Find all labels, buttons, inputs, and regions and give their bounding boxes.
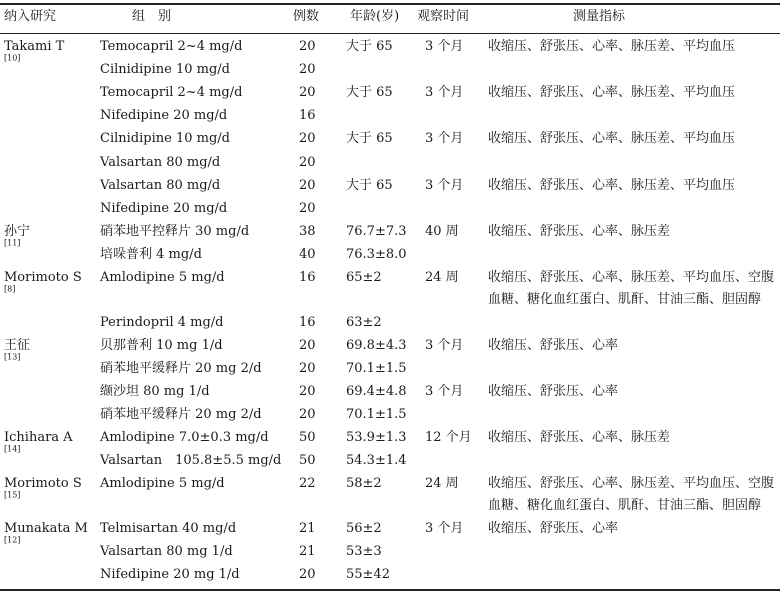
study-cell — [4, 521, 88, 553]
group-cell: Valsartan 80 mg/d — [100, 177, 221, 193]
age-cell: 76.3±8.0 — [346, 246, 407, 262]
n-cell: 20 — [299, 62, 316, 78]
header-rule — [0, 33, 780, 34]
duration-cell: 3 个月 — [425, 520, 464, 536]
study-cell — [4, 476, 82, 508]
n-cell: 20 — [299, 337, 316, 353]
study-name: Morimoto S — [4, 270, 82, 285]
age-cell: 53.9±1.3 — [346, 430, 407, 446]
age-cell: 大于 65 — [346, 85, 393, 101]
n-cell: 20 — [299, 39, 316, 54]
age-cell: 56±2 — [346, 520, 382, 536]
group-cell: Nifedipine 20 mg 1/d — [100, 567, 240, 583]
n-cell: 22 — [299, 476, 316, 492]
group-cell: Temocapril 2~4 mg/d — [100, 39, 243, 54]
age-cell: 70.1±1.5 — [346, 407, 407, 422]
measures-cell: 收缩压、舒张压、心率 — [488, 383, 619, 399]
study-cell — [4, 338, 30, 370]
reference-number: [11] — [4, 238, 21, 248]
header-n: 例数 — [293, 9, 320, 24]
age-cell: 大于 65 — [346, 177, 393, 193]
study-name: Takami T — [4, 39, 65, 54]
study-cell — [4, 430, 73, 462]
age-cell: 53±3 — [346, 544, 382, 559]
n-cell: 21 — [299, 520, 316, 536]
duration-cell: 3 个月 — [425, 131, 464, 147]
measures-cell: 血糖、糖化血红蛋白、肌酐、甘油三酯、胆固醇 — [488, 291, 762, 307]
age-cell: 大于 65 — [346, 131, 393, 147]
measures-cell: 收缩压、舒张压、心率、脉压差 — [488, 223, 671, 239]
measures-cell: 收缩压、舒张压、心率 — [488, 337, 619, 353]
header-group: 组 别 — [132, 9, 172, 24]
group-cell: Cilnidipine 10 mg/d — [100, 62, 230, 78]
n-cell: 20 — [299, 85, 316, 101]
group-cell: Amlodipine 7.0±0.3 mg/d — [100, 430, 269, 446]
header-duration: 观察时间 — [417, 9, 470, 24]
measures-cell: 收缩压、舒张压、心率、脉压差、平均血压 — [488, 131, 736, 147]
n-cell: 38 — [299, 223, 316, 239]
measures-cell: 血糖、糖化血红蛋白、肌酐、甘油三酯、胆固醇 — [488, 497, 762, 513]
age-cell: 58±2 — [346, 476, 382, 492]
age-cell: 63±2 — [346, 314, 382, 330]
group-cell: Cilnidipine 10 mg/d — [100, 131, 230, 147]
group-cell: Amlodipine 5 mg/d — [100, 476, 225, 492]
group-cell: 硝苯地平缓释片 20 mg 2/d — [100, 360, 262, 376]
measures-cell: 收缩压、舒张压、心率 — [488, 520, 619, 536]
n-cell: 20 — [299, 407, 316, 422]
age-cell: 76.7±7.3 — [346, 223, 407, 239]
duration-cell: 24 周 — [425, 270, 459, 285]
age-cell: 65±2 — [346, 270, 382, 285]
measures-cell: 收缩压、舒张压、心率、脉压差、平均血压、空腹 — [488, 476, 775, 492]
study-name: Morimoto S — [4, 476, 82, 492]
duration-cell: 3 个月 — [425, 39, 464, 54]
n-cell: 20 — [299, 383, 316, 399]
study-name: 王征 — [4, 337, 31, 353]
measures-cell: 收缩压、舒张压、心率、脉压差、平均血压 — [488, 39, 736, 54]
age-cell: 54.3±1.4 — [346, 453, 407, 469]
group-cell: Telmisartan 40 mg/d — [100, 520, 237, 536]
study-cell — [4, 39, 64, 71]
n-cell: 20 — [299, 200, 316, 216]
group-cell: 贝那普利 10 mg 1/d — [100, 337, 223, 353]
group-cell: Nifedipine 20 mg/d — [100, 108, 228, 124]
age-cell: 69.8±4.3 — [346, 337, 407, 353]
group-cell: 硝苯地平控释片 30 mg/d — [100, 223, 250, 239]
reference-number: [10] — [4, 53, 21, 63]
measures-cell: 收缩压、舒张压、心率、脉压差 — [488, 430, 671, 446]
header-measures: 测量指标 — [573, 9, 626, 24]
reference-number: [12] — [4, 535, 21, 545]
n-cell: 20 — [299, 131, 316, 147]
group-cell: Valsartan 105.8±5.5 mg/d — [100, 453, 282, 469]
measures-cell: 收缩压、舒张压、心率、脉压差、平均血压 — [488, 85, 736, 101]
top-rule — [0, 3, 780, 5]
n-cell: 40 — [299, 246, 316, 262]
measures-cell: 收缩压、舒张压、心率、脉压差、平均血压 — [488, 177, 736, 193]
header-age: 年龄(岁) — [350, 9, 400, 24]
group-cell: Valsartan 80 mg/d — [100, 154, 221, 170]
duration-cell: 24 周 — [425, 476, 459, 492]
age-cell: 55±42 — [346, 567, 390, 583]
group-cell: Nifedipine 20 mg/d — [100, 200, 228, 216]
group-cell: 培哚普利 4 mg/d — [100, 246, 202, 262]
n-cell: 16 — [299, 108, 316, 124]
reference-number: [15] — [4, 490, 21, 500]
n-cell: 16 — [299, 270, 316, 285]
n-cell: 16 — [299, 314, 316, 330]
duration-cell: 3 个月 — [425, 85, 464, 101]
reference-number: [13] — [4, 352, 21, 362]
duration-cell: 12 个月 — [425, 430, 472, 446]
study-name: Munakata M — [4, 520, 88, 536]
study-name: 孙宁 — [4, 223, 31, 239]
header-study: 纳入研究 — [4, 9, 57, 24]
duration-cell: 3 个月 — [425, 177, 464, 193]
duration-cell: 3 个月 — [425, 337, 464, 353]
study-name: Ichihara A — [4, 430, 73, 446]
reference-number: [14] — [4, 444, 21, 454]
group-cell: 硝苯地平缓释片 20 mg 2/d — [100, 407, 262, 422]
group-cell: Amlodipine 5 mg/d — [100, 270, 225, 285]
reference-number: [8] — [4, 284, 16, 294]
bottom-rule — [0, 589, 780, 591]
n-cell: 50 — [299, 453, 316, 469]
n-cell: 50 — [299, 430, 316, 446]
age-cell: 69.4±4.8 — [346, 383, 407, 399]
group-cell: Valsartan 80 mg 1/d — [100, 544, 233, 559]
n-cell: 20 — [299, 567, 316, 583]
age-cell: 70.1±1.5 — [346, 360, 407, 376]
group-cell: Perindopril 4 mg/d — [100, 314, 224, 330]
measures-cell: 收缩压、舒张压、心率、脉压差、平均血压、空腹 — [488, 270, 775, 285]
study-cell — [4, 224, 30, 256]
duration-cell: 40 周 — [425, 223, 459, 239]
n-cell: 20 — [299, 360, 316, 376]
n-cell: 20 — [299, 154, 316, 170]
duration-cell: 3 个月 — [425, 383, 464, 399]
study-cell — [4, 270, 82, 302]
group-cell: 缬沙坦 80 mg 1/d — [100, 383, 210, 399]
n-cell: 21 — [299, 544, 316, 559]
n-cell: 20 — [299, 177, 316, 193]
group-cell: Temocapril 2~4 mg/d — [100, 85, 243, 101]
age-cell: 大于 65 — [346, 39, 393, 54]
